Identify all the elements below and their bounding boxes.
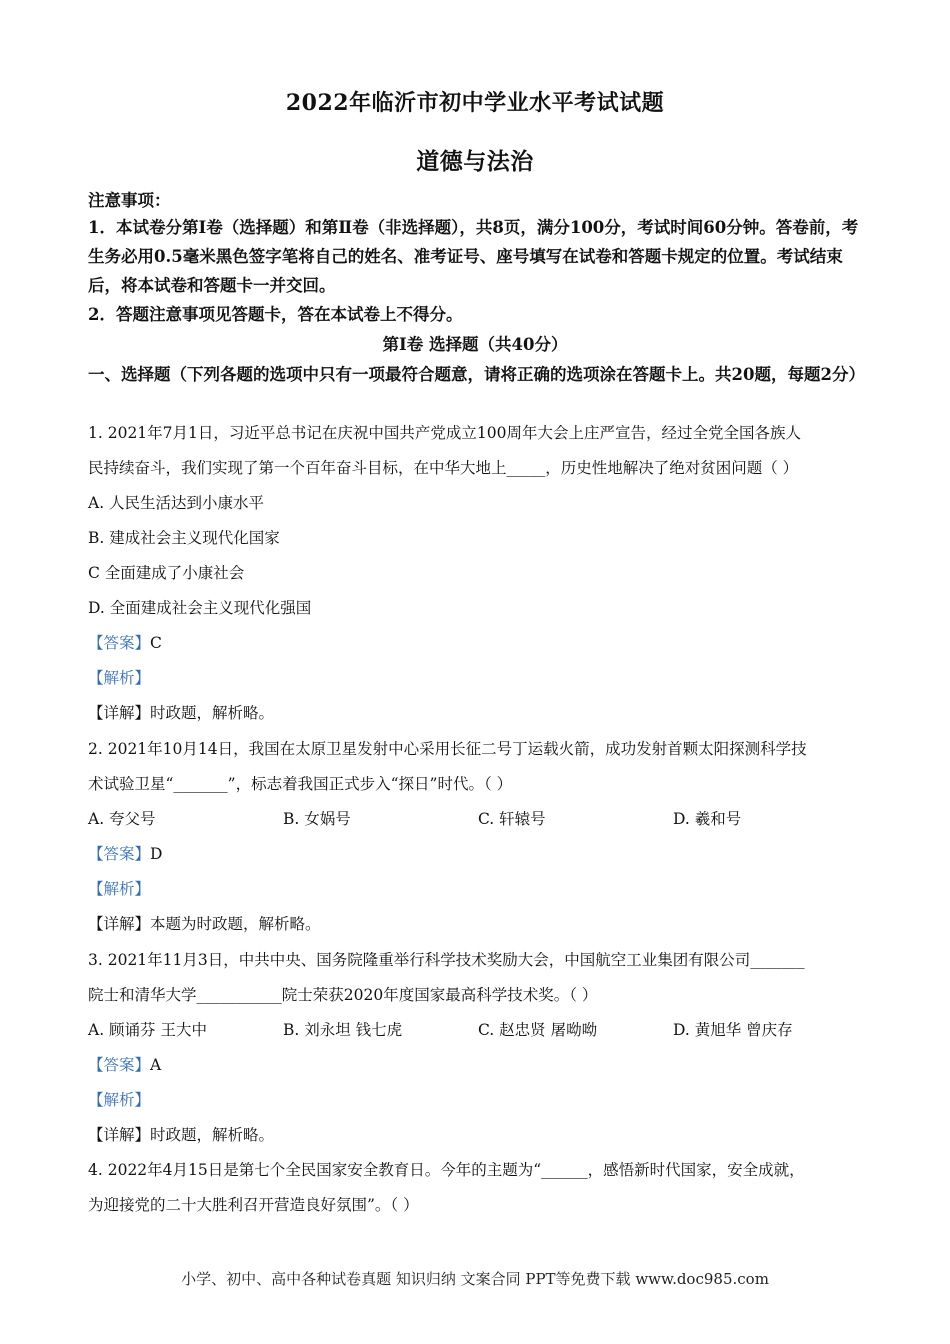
question-3 xyxy=(88,943,868,1153)
option-d: D. 黄旭华 曾庆存 xyxy=(673,1021,793,1039)
answer-line xyxy=(88,837,868,872)
option-d: D. 羲和号 xyxy=(673,810,742,828)
answer-value: D xyxy=(150,845,163,863)
page-footer: 小学、初中、高中各种试卷真题 知识归纳 文案合同 PPT等免费下载 www.doc985.com xyxy=(181,1270,769,1288)
option-d: D. 全面建成社会主义现代化强国 xyxy=(88,599,312,617)
option-a: A. 人民生活达到小康水平 xyxy=(88,494,265,512)
options-row xyxy=(88,802,868,837)
detail-line xyxy=(88,696,868,731)
question-text: 术试验卫星“_______”，标志着我国正式步入“探日”时代。（ ） xyxy=(88,775,513,793)
option-a: A. 夸父号 xyxy=(88,810,156,828)
exam-title: 2022年临沂市初中学业水平考试试题 xyxy=(285,90,665,116)
analysis-line xyxy=(88,1083,868,1118)
option-b: B. 女娲号 xyxy=(283,810,351,828)
option-a: A. 顾诵芬 王大中 xyxy=(88,1021,207,1039)
question-4 xyxy=(88,1153,868,1223)
answer-label: 【答案】 xyxy=(88,845,151,863)
question-text: 3. 2021年11月3日，中共中央、国务院隆重举行科学技术奖励大会，中国航空工业集团有限公司_______ xyxy=(88,951,805,969)
option-c: C. 赵忠贤 屠呦呦 xyxy=(478,1021,598,1039)
notice-item-1: 1．本试卷分第Ⅰ卷（选择题）和第Ⅱ卷（非选择题），共8页，满分100分，考试时间60分钟。答卷前，考生务必用0.5毫米黑色签字笔将自己的姓名、准考证号、座号填写在试卷和答题卡规定的位置。考试结束后，将本试卷和答题卡一并交回。 xyxy=(88,218,859,295)
question-text: 4. 2022年4月15日是第七个全民国家安全教育日。今年的主题为“______，感悟新时代国家，安全成就， xyxy=(88,1161,805,1179)
answer-line xyxy=(88,626,868,661)
option-b: B. 刘永坦 钱七虎 xyxy=(283,1021,403,1039)
question-text: 院士和清华大学___________院士荣获2020年度国家最高科学技术奖。（ ） xyxy=(88,986,598,1004)
part-instructions: 一、选择题（下列各题的选项中只有一项最符合题意，请将正确的选项涂在答题卡上。共20题，每题2分） xyxy=(88,365,865,384)
detail-text: 时政题，解析略。 xyxy=(150,1126,275,1144)
answer-label: 【答案】 xyxy=(88,634,151,652)
question-text: 为迎接党的二十大胜利召开营造良好氛围”。（ ） xyxy=(88,1196,419,1214)
detail-label: 【详解】 xyxy=(88,915,151,933)
answer-value: A xyxy=(150,1056,162,1074)
question-text: 1. 2021年7月1日，习近平总书记在庆祝中国共产党成立100周年大会上庄严宣告，经过全党全国各族人 xyxy=(88,424,801,442)
analysis-line xyxy=(88,872,868,907)
analysis-label: 【解析】 xyxy=(88,880,151,898)
question-2 xyxy=(88,732,868,942)
question-text: 民持续奋斗，我们实现了第一个百年奋斗目标，在中华大地上_____，历史性地解决了绝对贫困问题（ ） xyxy=(88,459,799,477)
notice-heading: 注意事项： xyxy=(88,191,171,210)
detail-label: 【详解】 xyxy=(88,704,151,722)
subject-title: 道德与法治 xyxy=(416,148,534,175)
option-c: C. 轩辕号 xyxy=(478,810,546,828)
analysis-line xyxy=(88,661,868,696)
answer-value: C xyxy=(150,634,162,652)
analysis-label: 【解析】 xyxy=(88,1091,151,1109)
detail-text: 本题为时政题，解析略。 xyxy=(150,915,321,933)
options-row xyxy=(88,1013,868,1048)
answer-label: 【答案】 xyxy=(88,1056,151,1074)
detail-label: 【详解】 xyxy=(88,1126,151,1144)
section-title: 第Ⅰ卷 选择题（共40分） xyxy=(382,335,568,354)
analysis-label: 【解析】 xyxy=(88,669,151,687)
option-b: B. 建成社会主义现代化国家 xyxy=(88,529,280,547)
option-c: C 全面建成了小康社会 xyxy=(88,564,245,582)
notice-item-2: 2．答题注意事项见答题卡，答在本试卷上不得分。 xyxy=(88,305,463,324)
question-text: 2. 2021年10月14日，我国在太原卫星发射中心采用长征二号丁运载火箭，成功发射首颗太阳探测科学技 xyxy=(88,740,807,758)
detail-line xyxy=(88,907,868,942)
question-1 xyxy=(88,416,868,731)
answer-line xyxy=(88,1048,868,1083)
detail-text: 时政题，解析略。 xyxy=(150,704,275,722)
detail-line xyxy=(88,1118,868,1153)
